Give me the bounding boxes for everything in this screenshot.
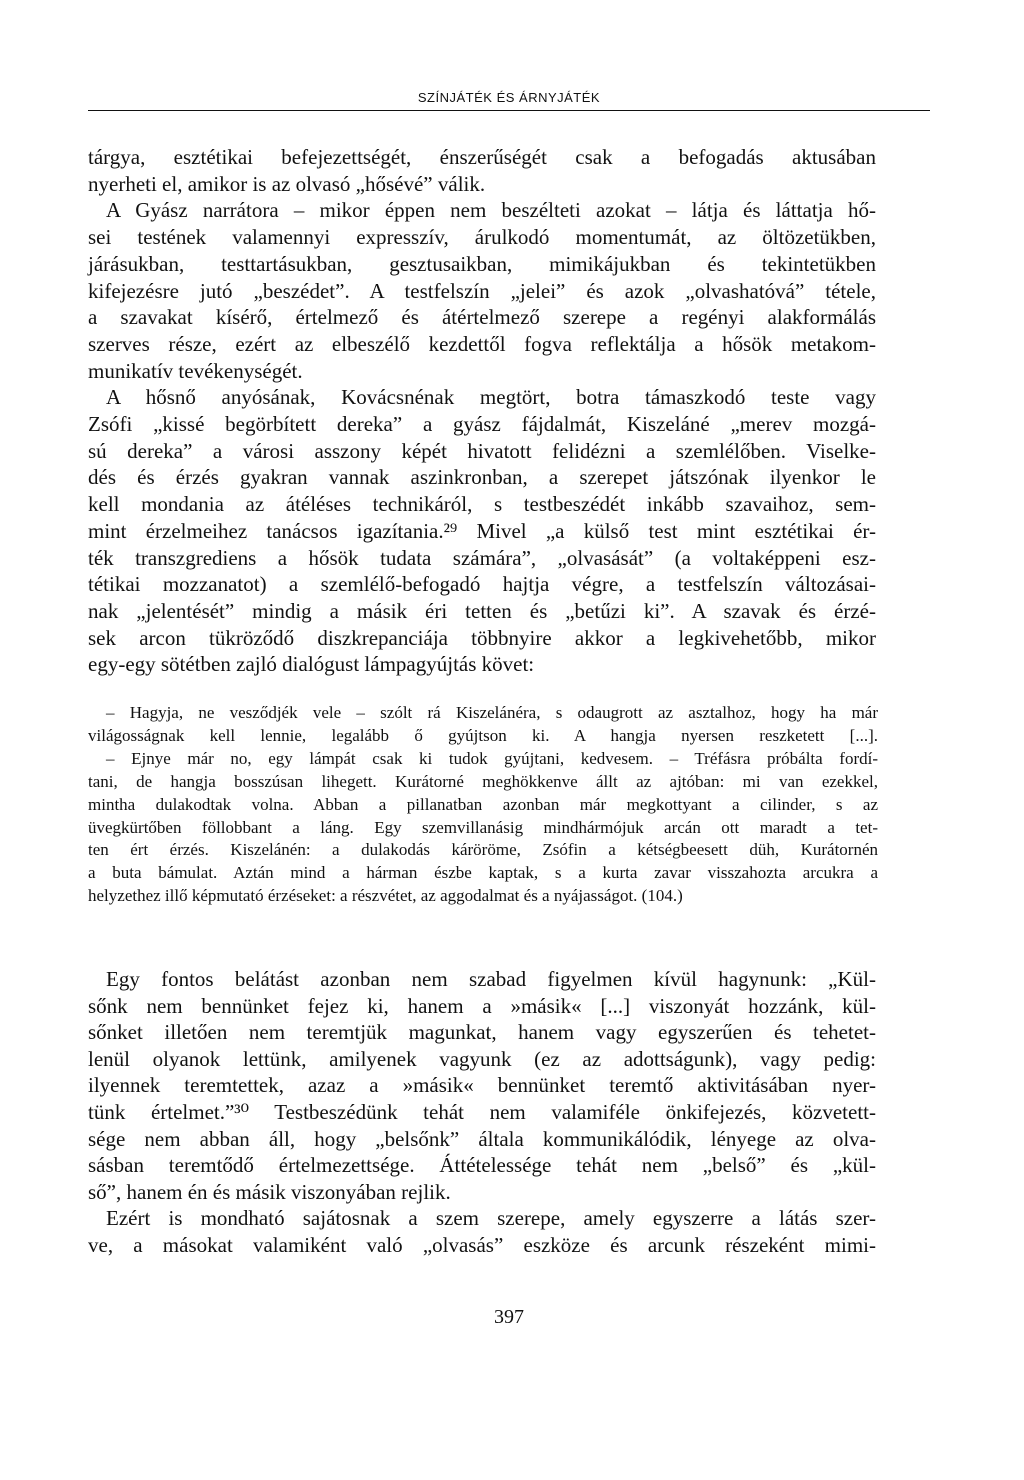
text-line: tárgya, esztétikai befejezettségét, énszerűségét csak a befogadás aktusában [88, 145, 876, 169]
text-line: lenül olyanok lettünk, amilyenek vagyunk (ez az adottságunk), vagy pedig: [88, 1046, 876, 1071]
text-line: A hősnő anyósának, Kovácsnénak megtört, botra támaszkodó teste vagy [106, 385, 876, 410]
text-line: szerves része, ezért az elbeszélő kezdettől fogva reflektálja a hősök metakom- [88, 331, 876, 356]
text-line: nyerheti el, amikor is az olvasó „hősévé” válik. [88, 171, 486, 196]
text-line: nak „jelentését” mindig a másik éri tetten és „betűzi ki”. A szavak és érzé- [88, 598, 876, 623]
text-line: A Gyász narrátora – mikor éppen nem beszélteti azokat – látja és láttatja hő- [106, 198, 876, 223]
text-line: egy-egy sötétben zajló dialógust lámpagyújtás követ: [88, 652, 535, 677]
text-line: kifejezésre jutó „beszédet”. A testfelszín „jelei” és azok „olvashatóvá” tétele, [88, 278, 876, 303]
text-line: sége nem abban áll, hogy „belsőnk” általa kommunikálódik, lényege az olva- [88, 1126, 876, 1151]
quote-line: üvegkürtőben föllobbant a láng. Egy szemvillanásig mindhármójuk arcán ott maradt a tet- [88, 817, 878, 837]
text-line: munikatív tevékenységét. [88, 358, 303, 383]
block-quote [88, 702, 878, 908]
quote-line: tani, de hangja bosszúsan lihegett. Kurátorné meghökkenve állt az ajtóban: mi van ezekkel, [88, 771, 878, 791]
quote-line: mintha dulakodtak volna. Abban a pillanatban azonban már megkottyant a cilinder, s az [88, 794, 878, 814]
quote-line: – Ejnye már no, egy lámpát csak ki tudok gyújtani, kedvesem. – Tréfásra próbálta fordí- [106, 748, 878, 768]
text-line: sásban teremtődő értelmezettsége. Áttételessége tehát nem „belső” és „kül- [88, 1153, 876, 1178]
text-line: sek arcon tükröződő diszkrepanciája többnyire akkor a legkivehetőbb, mikor [88, 625, 876, 650]
text-line: Ezért is mondható sajátosnak a szem szerepe, amely egyszerre a látás szer- [106, 1206, 876, 1231]
text-line: tétikai mozzanatot) a szemlélő-befogadó hajtja végre, a testfelszín változásai- [88, 572, 876, 597]
text-line: sei testének valamennyi expresszív, árulkodó momentumát, az öltözetükben, [88, 225, 876, 250]
header-rule [88, 110, 930, 111]
quote-line: a buta bámulat. Aztán mind a hárman észbe kaptak, s a kurta zavar visszahozta arcukra a [88, 863, 878, 883]
running-head: SZÍNJÁTÉK ÉS ÁRNYJÁTÉK [417, 90, 601, 105]
text-line: mint érzelmeihez tanácsos igazítania.²⁹ Mivel „a külső test mint esztétikai ér- [88, 518, 876, 543]
text-line: Egy fontos belátást azonban nem szabad figyelmen kívül hagynunk: „Kül- [106, 967, 876, 991]
page-number: 397 [494, 1306, 524, 1328]
text-line: sú dereka” a városi asszony képét hivatott felidézni a szemlélőben. Viselke- [88, 438, 876, 463]
text-line: Zsófi „kissé begörbített dereka” a gyász fájdalmát, Kiszeláné „merev mozgá- [88, 412, 876, 437]
main-text [88, 144, 876, 678]
text-line: sőnket illetően nem teremtjük magunkat, hanem vagy egyszerűen és tehetet- [88, 1020, 876, 1045]
text-line: ilyennek teremtettek, azaz a »másik« bennünket teremtő aktivitásában nyer- [88, 1073, 876, 1098]
text-line: ték transzgrediens a hősök tudata számára”, „olvasását” (a voltaképpeni esz- [88, 545, 876, 570]
quote-line: világosságnak kell lennie, legalább ő gyújtson ki. A hangja nyersen reszketett [...]. [88, 725, 878, 745]
text-line: kell mondania az átéléses technikáról, s testbeszédét inkább szavaihoz, sem- [88, 492, 876, 517]
quote-line: – Hagyja, ne vesződjék vele – szólt rá Kiszelánéra, s odaugrott az asztalhoz, hogy ha már [106, 703, 878, 722]
text-line: a szavakat kísérő, értelmező és átértelmező szerepe a regényi alakformálás [88, 305, 876, 330]
text-line: dés és érzés gyakran vannak aszinkronban, a szerepet játszónak ilyenkor le [88, 465, 876, 490]
text-line: ve, a másokat valamiként való „olvasás” eszköze és arcunk részeként mimi- [88, 1232, 876, 1257]
text-line: ső”, hanem én és másik viszonyában rejlik. [88, 1179, 451, 1204]
text-line: sőnk nem bennünket fejez ki, hanem a »másik« [...] viszonyát hozzánk, kül- [88, 993, 876, 1018]
text-line: tünk értelmet.”³⁰ Testbeszédünk tehát nem valamiféle önkifejezés, közvetett- [88, 1099, 876, 1124]
quote-line: ten ért érzés. Kiszelánén: a dulakodás káröröme, Zsófin a kétségbeesett düh, Kurátornén [88, 840, 878, 860]
text-line: járásukban, testtartásukban, gesztusaikban, mimikájukban és tekintetükben [88, 251, 876, 276]
quote-line: helyzethez illő képmutató érzéseket: a részvétet, az aggodalmat és a nyájasságot. (104.) [88, 886, 683, 906]
main-text-continued [88, 966, 876, 1259]
